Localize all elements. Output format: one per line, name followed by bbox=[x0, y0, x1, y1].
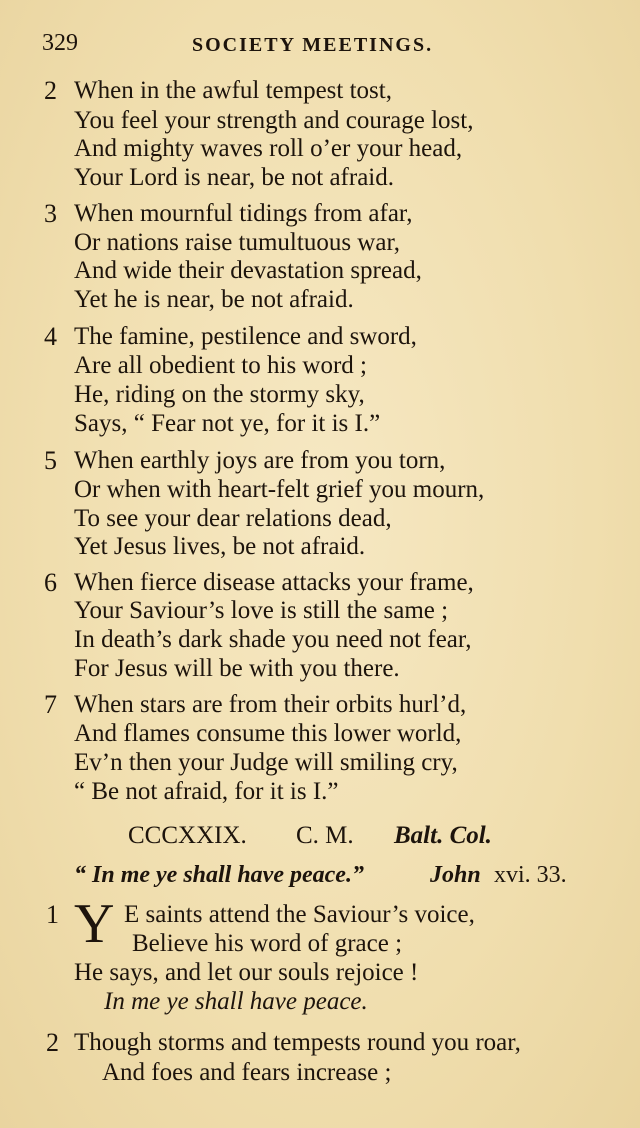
verse-line: Believe his word of grace ; bbox=[132, 930, 403, 957]
running-head: SOCIETY MEETINGS. bbox=[192, 34, 434, 56]
verse-line: Are all obedient to his word ; bbox=[74, 352, 367, 379]
page-header bbox=[42, 30, 602, 64]
verse-line: When mournful tidings from afar, bbox=[74, 200, 413, 227]
verse-line: Yet Jesus lives, be not afraid. bbox=[74, 533, 366, 560]
verse-line: You feel your strength and courage lost, bbox=[74, 107, 474, 134]
hymn-heading bbox=[128, 822, 608, 858]
verse-line: And foes and fears increase ; bbox=[102, 1059, 392, 1086]
stanza-number: 3 bbox=[44, 199, 57, 228]
drop-cap: Y bbox=[74, 893, 115, 955]
scripture-book: John bbox=[430, 862, 481, 888]
hymn-meter: C. M. bbox=[296, 822, 354, 849]
verse-line: When in the awful tempest tost, bbox=[74, 77, 392, 104]
scripture-quote: “ In me ye shall have peace.” bbox=[74, 862, 364, 888]
verse-line: For Jesus will be with you there. bbox=[74, 655, 400, 682]
stanza-number: 7 bbox=[44, 690, 57, 719]
verse-line: He, riding on the stormy sky, bbox=[74, 381, 365, 408]
stanza-number: 2 bbox=[44, 76, 57, 105]
stanza-number: 5 bbox=[44, 446, 57, 475]
verse-line: And mighty waves roll o’er your head, bbox=[74, 135, 463, 162]
verse-line: Or nations raise tumultuous war, bbox=[74, 229, 401, 256]
verse-line: The famine, pestilence and sword, bbox=[74, 323, 417, 350]
page-number: 329 bbox=[42, 30, 78, 56]
verse-line: Though storms and tempests round you roar, bbox=[74, 1029, 521, 1056]
scripture-line bbox=[74, 862, 614, 896]
verse-line: And wide their devastation spread, bbox=[74, 257, 422, 284]
verse-line: He says, and let our souls rejoice ! bbox=[74, 959, 419, 986]
verse-line: Your Saviour’s love is still the same ; bbox=[74, 597, 449, 624]
verse-line: To see your dear relations dead, bbox=[74, 505, 392, 532]
verse-line: E saints attend the Saviour’s voice, bbox=[124, 901, 475, 928]
verse-line: Ev’n then your Judge will smiling cry, bbox=[74, 749, 458, 776]
verse-line: Your Lord is near, be not afraid. bbox=[74, 164, 394, 191]
scripture-chapter: xvi. 33. bbox=[494, 862, 567, 888]
verse-line: In me ye shall have peace. bbox=[104, 988, 368, 1015]
verse-line: When stars are from their orbits hurl’d, bbox=[74, 691, 467, 718]
stanza-number: 4 bbox=[44, 322, 57, 351]
stanza-number: 1 bbox=[46, 900, 59, 929]
verse-line: When fierce disease attacks your frame, bbox=[74, 569, 474, 596]
hymn-tune: Balt. Col. bbox=[394, 822, 492, 849]
hymn-number: CCCXXIX. bbox=[128, 822, 247, 849]
verse-line: “ Be not afraid, for it is I.” bbox=[74, 778, 339, 805]
verse-line: And flames consume this lower world, bbox=[74, 720, 462, 747]
verse-line: Says, “ Fear not ye, for it is I.” bbox=[74, 410, 381, 437]
verse-line: Or when with heart-felt grief you mourn, bbox=[74, 476, 485, 503]
verse-line: In death’s dark shade you need not fear, bbox=[74, 626, 472, 653]
verse-line: When earthly joys are from you torn, bbox=[74, 447, 446, 474]
stanza-number: 6 bbox=[44, 568, 57, 597]
verse-line: Yet he is near, be not afraid. bbox=[74, 286, 354, 313]
stanza-number: 2 bbox=[46, 1028, 59, 1057]
